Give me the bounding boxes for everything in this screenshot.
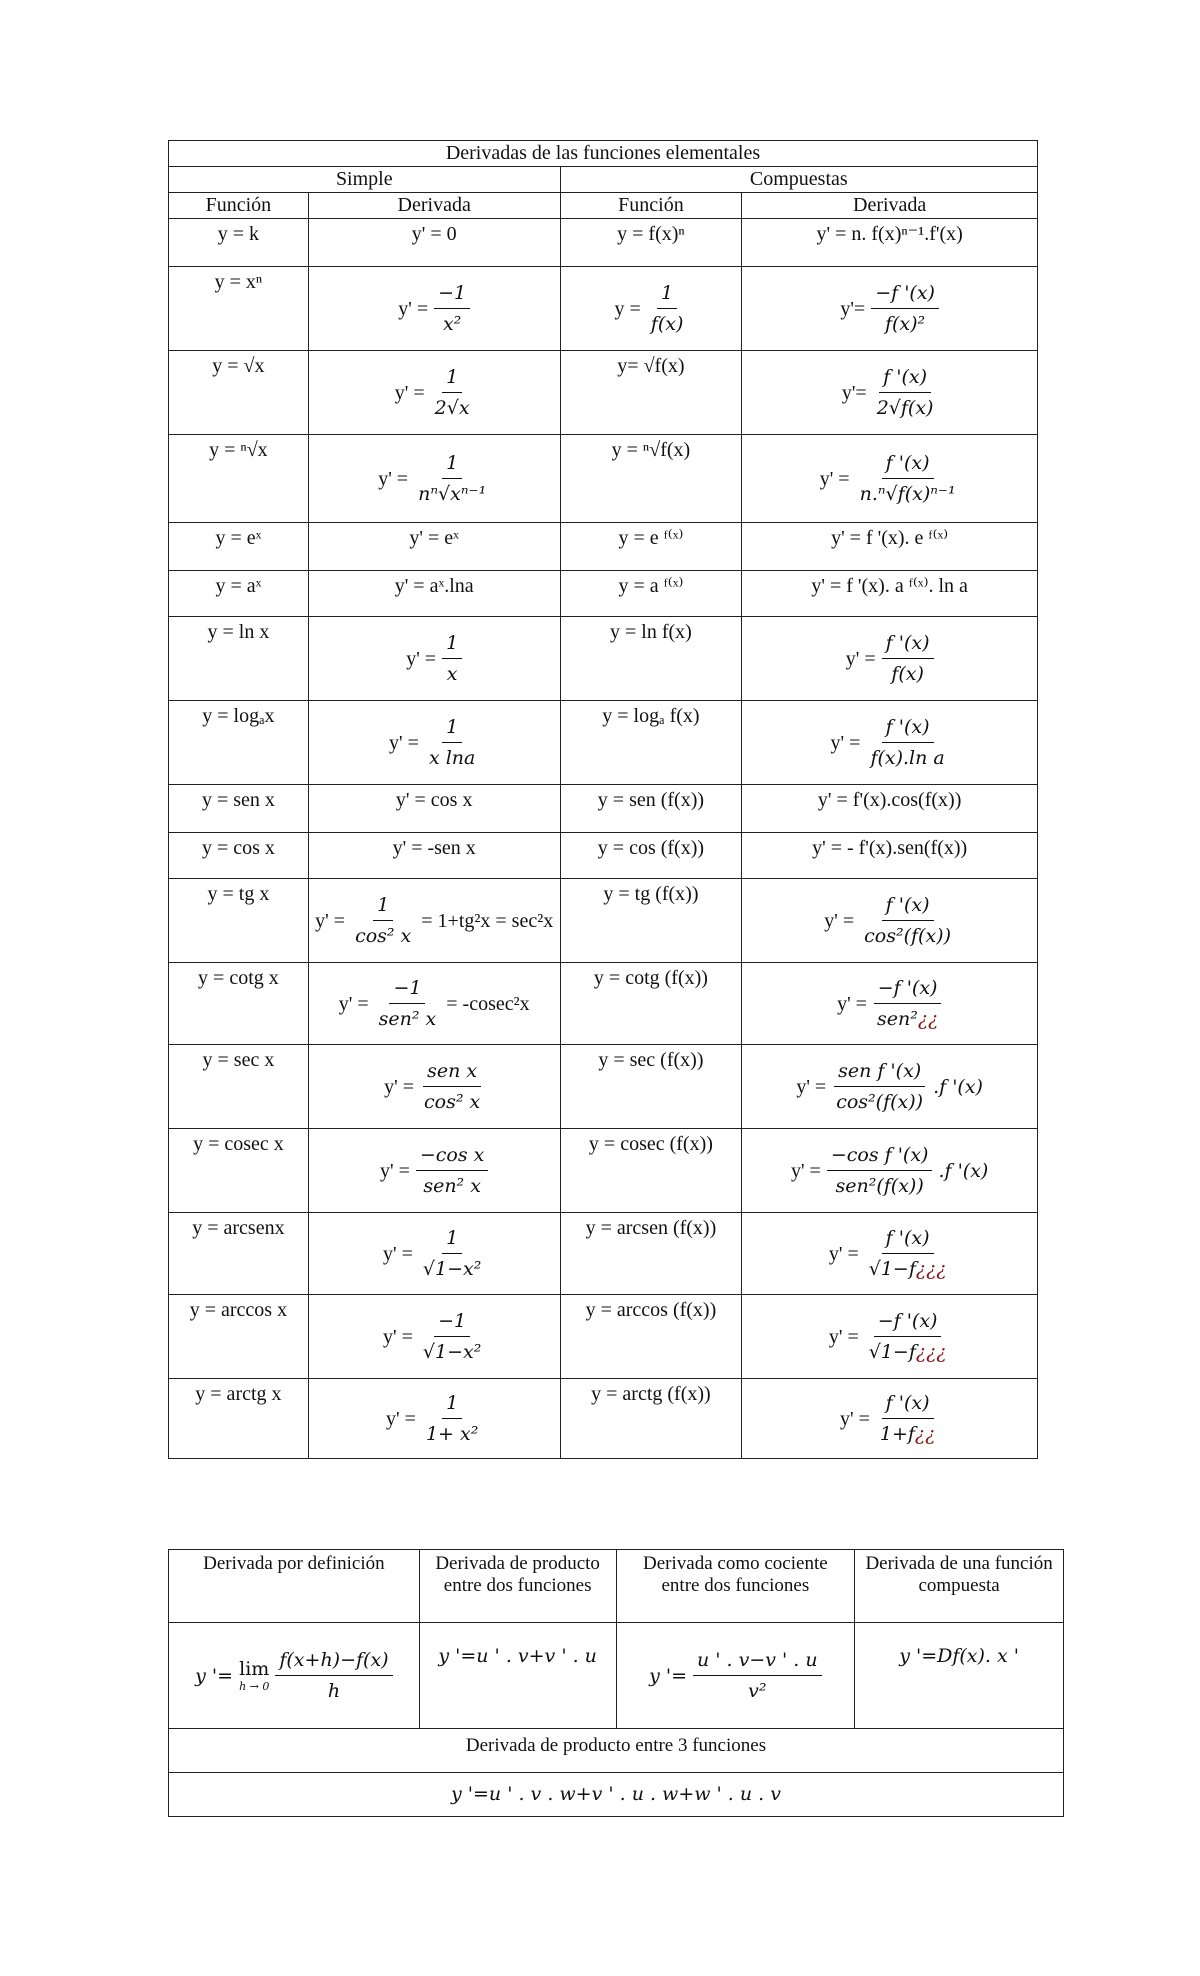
compuesta-derivada-denominator [873,1004,942,1032]
simple-derivada-lhs: y' = [383,1325,413,1348]
simple-derivada-denominator [414,479,490,507]
def-denominator: h [327,1680,341,1702]
simple-derivada-formula [380,1142,488,1199]
compuesta-derivada-tail: .f '(x) [938,1159,989,1182]
cell-compuesta-funcion [560,963,742,1045]
rule-header-cociente: Derivada como cociente entre dos funciones [616,1550,855,1623]
compuesta-derivada-text: y' = f'(x).cos(f(x)) [817,789,962,811]
simple-derivada-denominator-text: x [446,663,458,685]
cell-simple-funcion [169,1045,309,1129]
compuesta-derivada-denominator-text: f(x).ln a [870,747,945,769]
simple-derivada-denominator [419,1337,485,1365]
cell-compuesta-derivada [742,1295,1038,1379]
cell-compuesta-derivada [742,435,1038,523]
compuesta-funcion-denominator-text: f(x) [650,313,684,335]
compuesta-derivada-formula [829,1225,951,1282]
cell-compuesta-derivada [742,1213,1038,1295]
simple-derivada-denominator-text: √1−x² [422,1341,482,1363]
compuesta-funcion-text: y = a ᶠ⁽ˣ⁾ [618,575,684,597]
compuesta-derivada-lhs: y'= [840,297,866,320]
cell-simple-funcion [169,435,309,523]
simple-derivada-formula [339,975,530,1032]
simple-derivada-formula [398,280,470,337]
cell-simple-funcion [169,701,309,785]
simple-derivada-denominator-text: 2√x [434,397,470,419]
table-row [169,267,1038,351]
cell-compuesta-derivada [742,219,1038,267]
compuesta-derivada-numerator: f '(x) [882,892,934,921]
simple-funcion-text: y = ⁿ√x [209,439,268,461]
rule-header-producto: Derivada de producto entre dos funciones [419,1550,616,1623]
rule-header-definicion: Derivada por definición [169,1550,420,1623]
simple-derivada-lhs: y' = [394,381,425,404]
compuesta-derivada-denominator [873,393,938,421]
simple-derivada-text: y' = aˣ.lna [394,575,474,597]
simple-derivada-lhs: y' = [398,297,429,320]
compuesta-derivada-numerator: −f '(x) [871,280,939,309]
compuesta-derivada-text: y' = f '(x). a ᶠ⁽ˣ⁾. ln a [811,575,968,597]
simple-derivada-denominator-text: cos² x [355,925,412,947]
simple-funcion-text: y = arccos x [189,1299,288,1321]
rule-producto [419,1623,616,1729]
compuesta-derivada-numerator: f '(x) [882,714,934,743]
compuesta-derivada-render-glitch: ¿¿ [917,1008,939,1030]
simple-derivada-formula [389,714,479,771]
simple-funcion-text: y = cotg x [198,967,279,989]
simple-derivada-denominator [351,921,415,949]
compuesta-funcion-text: y = cotg (f(x)) [593,967,708,989]
def-lim: lim [239,1658,270,1680]
compuesta-derivada-lhs: y' = [830,731,861,754]
simple-derivada-formula [384,1058,484,1115]
compuesta-funcion-lhs: y = [614,297,641,320]
comp-formula: y '=Df(x). x ' [899,1645,1019,1667]
cell-simple-funcion [169,219,309,267]
rule-compuesta [855,1623,1064,1729]
compuesta-funcion-denominator [647,309,688,337]
table-title: Derivadas de las funciones elementales [169,141,1038,167]
simple-derivada-denominator-text: sen² x [378,1008,437,1030]
compuesta-derivada-formula [846,630,934,687]
simple-funcion-text: y = arctg x [195,1383,282,1405]
compuesta-derivada-denominator-text: 2√f(x) [876,397,934,419]
compuesta-derivada-lhs: y' = [828,1242,859,1265]
simple-derivada-numerator: −1 [434,280,470,309]
simple-derivada-numerator: sen x [423,1058,481,1087]
simple-derivada-lhs: y' = [384,1075,415,1098]
simple-derivada-lhs: y' = [406,647,437,670]
compuesta-funcion-text: y = sec (f(x)) [598,1049,704,1071]
cell-compuesta-derivada [742,785,1038,833]
header-derivada-compuesta: Derivada [742,193,1038,219]
compuesta-derivada-lhs: y' = [839,1407,870,1430]
compuesta-derivada-denominator [866,743,948,771]
compuesta-derivada-formula [796,1058,983,1115]
simple-derivada-tail: = 1+tg²x = sec²x [421,909,554,932]
prod-formula: y '=u ' . v+v ' . u [438,1645,597,1667]
quot-lhs: y '= [649,1664,687,1687]
triple-formula [169,1773,1064,1817]
compuesta-funcion-text: y = ln f(x) [610,621,692,643]
simple-derivada-formula [406,630,462,687]
table-row [169,1379,1038,1459]
cell-simple-funcion [169,267,309,351]
simple-derivada-formula [315,892,553,949]
cell-compuesta-funcion [560,351,742,435]
cell-simple-funcion [169,617,309,701]
cell-compuesta-derivada [742,267,1038,351]
compuesta-derivada-denominator [860,921,955,949]
cell-simple-derivada [308,351,560,435]
table-row [169,571,1038,617]
cell-compuesta-derivada [742,351,1038,435]
simple-derivada-numerator: 1 [442,1390,462,1419]
cell-compuesta-funcion [560,571,742,617]
simple-funcion-text: y = k [217,223,260,245]
simple-derivada-text: y' = 0 [411,223,457,245]
compuesta-derivada-numerator: f '(x) [879,364,931,393]
compuesta-derivada-denominator-text: sen²(f(x)) [835,1175,924,1197]
cell-compuesta-funcion [560,219,742,267]
simple-funcion-text: y = sec x [202,1049,275,1071]
compuesta-derivada-denominator [865,1254,951,1282]
compuesta-derivada-denominator [881,309,929,337]
simple-derivada-denominator-text: nⁿ√xⁿ⁻¹ [418,483,487,505]
cell-simple-derivada [308,523,560,571]
simple-derivada-numerator: −1 [389,975,425,1004]
compuesta-derivada-formula [840,1390,939,1447]
compuesta-derivada-render-glitch: ¿¿ [914,1423,936,1445]
cell-simple-funcion [169,1295,309,1379]
simple-funcion-text: y = cosec x [193,1133,284,1155]
cell-simple-derivada [308,267,560,351]
compuesta-derivada-denominator [856,479,960,507]
simple-funcion-text: y = xⁿ [214,271,263,293]
rule-definicion [169,1623,420,1729]
simple-derivada-lhs: y' = [379,1159,410,1182]
compuesta-derivada-formula [842,364,938,421]
compuesta-funcion-text: y = tg (f(x)) [603,883,699,905]
simple-derivada-text: y' = eˣ [409,527,459,549]
compuesta-funcion-text: y = arccos (f(x)) [585,1299,717,1321]
cell-compuesta-funcion [560,1379,742,1459]
compuesta-funcion-text: y = cosec (f(x)) [588,1133,713,1155]
simple-derivada-formula [383,1308,485,1365]
compuesta-funcion-text: y = arctg (f(x)) [591,1383,711,1405]
compuesta-funcion-text: y = e ᶠ⁽ˣ⁾ [618,527,684,549]
cell-simple-derivada [308,963,560,1045]
table-row [169,617,1038,701]
compuesta-derivada-lhs: y' = [824,909,855,932]
cell-simple-funcion [169,571,309,617]
simple-derivada-denominator-text: x² [442,313,462,335]
compuesta-funcion-text: y = cos (f(x)) [597,837,705,859]
compuesta-derivada-denominator-text: sen² [876,1008,918,1030]
simple-derivada-lhs: y' = [389,731,419,754]
triple-formula-text: y '=u ' . v . w+v ' . u . w+w ' . u . v [451,1783,781,1805]
compuesta-derivada-text: y' = n. f(x)ⁿ⁻¹.f'(x) [816,223,963,245]
table-row [169,785,1038,833]
simple-derivada-text: y' = cos x [395,789,473,811]
cell-compuesta-funcion [560,1295,742,1379]
def-numerator: f(x+h)−f(x) [275,1647,392,1676]
simple-derivada-numerator: 1 [373,892,393,921]
compuesta-derivada-denominator-text: √1−f [868,1258,916,1280]
simple-derivada-lhs: y' = [386,1407,416,1430]
table-row [169,879,1038,963]
compuesta-derivada-denominator [887,659,928,687]
simple-derivada-denominator-text: x lna [428,747,476,769]
compuesta-derivada-denominator [876,1419,939,1447]
compuesta-derivada-lhs: y' = [796,1075,827,1098]
simple-derivada-formula [383,1225,485,1282]
cell-simple-derivada [308,879,560,963]
simple-derivada-denominator [422,1419,482,1447]
cell-simple-derivada [308,833,560,879]
compuesta-derivada-lhs: y'= [841,381,867,404]
compuesta-derivada-formula [837,975,942,1032]
compuesta-derivada-numerator: f '(x) [882,450,934,479]
cell-compuesta-derivada [742,701,1038,785]
table-row [169,351,1038,435]
cell-compuesta-funcion [560,267,742,351]
compuesta-derivada-lhs: y' = [819,467,850,490]
simple-derivada-formula [395,364,474,421]
simple-derivada-denominator [375,1004,441,1032]
simple-derivada-denominator [425,743,479,771]
simple-derivada-tail: = -cosec²x [446,992,530,1015]
cell-compuesta-derivada [742,571,1038,617]
compuesta-funcion-numerator: 1 [657,280,677,309]
compuesta-funcion-formula [615,280,688,337]
simple-funcion-text: y = √x [212,355,265,377]
compuesta-funcion-text: y = arcsen (f(x)) [585,1217,717,1239]
simple-derivada-formula [386,1390,482,1447]
cell-simple-derivada [308,1129,560,1213]
cell-compuesta-funcion [560,701,742,785]
cell-simple-derivada [308,1295,560,1379]
compuesta-funcion-text: y = ⁿ√f(x) [611,439,691,461]
cell-compuesta-funcion [560,617,742,701]
simple-derivada-denominator [419,1254,485,1282]
simple-funcion-text: y = tg x [207,883,270,905]
simple-derivada-numerator: 1 [442,630,462,659]
cell-compuesta-derivada [742,1045,1038,1129]
def-lim-sub: h → 0 [239,1680,270,1693]
cell-simple-derivada [308,785,560,833]
cell-simple-derivada [308,1379,560,1459]
quot-numerator: u ' . v−v ' . u [693,1647,822,1676]
simple-derivada-denominator-text: 1+ x² [425,1423,479,1445]
compuesta-derivada-formula [831,714,949,771]
compuesta-derivada-numerator: −f '(x) [874,1308,942,1337]
cell-compuesta-derivada [742,963,1038,1045]
simple-derivada-numerator: −1 [434,1308,470,1337]
cell-simple-funcion [169,351,309,435]
simple-funcion-text: y = eˣ [215,527,262,549]
header-funcion-compuesta: Función [560,193,742,219]
table-row [169,1213,1038,1295]
derivatives-table [168,140,1038,1459]
compuesta-derivada-denominator-text: cos²(f(x)) [836,1091,924,1113]
compuesta-derivada-numerator: f '(x) [882,1225,934,1254]
simple-derivada-formula [378,450,490,507]
cell-compuesta-funcion [560,879,742,963]
table-row [169,219,1038,267]
quot-denominator: v² [748,1680,767,1702]
simple-funcion-text: y = arcsenx [192,1217,285,1239]
compuesta-derivada-numerator: f '(x) [882,1390,934,1419]
simple-derivada-denominator-text: cos² x [424,1091,481,1113]
cell-compuesta-funcion [560,1129,742,1213]
compuesta-derivada-numerator: sen f '(x) [834,1058,925,1087]
compuesta-funcion-text: y = sen (f(x)) [597,789,705,811]
cell-simple-derivada [308,617,560,701]
triple-title: Derivada de producto entre 3 funciones [169,1729,1064,1773]
cell-compuesta-derivada [742,879,1038,963]
cell-compuesta-derivada [742,1379,1038,1459]
cell-compuesta-funcion [560,523,742,571]
simple-derivada-numerator: 1 [442,364,462,393]
simple-derivada-denominator-text: √1−x² [422,1258,482,1280]
simple-derivada-text: y' = -sen x [392,837,476,859]
cell-compuesta-derivada [742,523,1038,571]
cell-simple-funcion [169,1129,309,1213]
cell-simple-funcion [169,785,309,833]
simple-funcion-text: y = sen x [201,789,275,811]
simple-derivada-numerator: −cos x [416,1142,489,1171]
compuesta-derivada-denominator [865,1337,951,1365]
rule-cociente [616,1623,855,1729]
simple-derivada-denominator [443,659,462,687]
compuesta-derivada-denominator-text: f(x) [891,663,924,685]
header-funcion: Función [169,193,309,219]
simple-derivada-lhs: y' = [315,909,346,932]
cell-simple-funcion [169,879,309,963]
simple-derivada-numerator: 1 [442,714,462,743]
compuesta-derivada-denominator-text: 1+f [879,1423,915,1445]
compuesta-derivada-formula [824,892,955,949]
simple-derivada-lhs: y' = [378,467,409,490]
table-row [169,523,1038,571]
simple-funcion-text: y = cos x [201,837,275,859]
simple-derivada-lhs: y' = [383,1242,413,1265]
table-row [169,701,1038,785]
cell-simple-derivada [308,219,560,267]
cell-simple-funcion [169,833,309,879]
header-derivada: Derivada [308,193,560,219]
compuesta-derivada-denominator-text: cos²(f(x)) [864,925,952,947]
compuesta-derivada-denominator [832,1087,927,1115]
compuesta-derivada-lhs: y' = [837,992,867,1015]
cell-compuesta-derivada [742,1129,1038,1213]
compuesta-derivada-numerator: −f '(x) [874,975,942,1004]
compuesta-derivada-denominator [832,1171,928,1199]
compuesta-derivada-numerator: f '(x) [882,630,934,659]
compuesta-derivada-denominator-text: √1−f [868,1341,916,1363]
simple-derivada-lhs: y' = [338,992,369,1015]
cell-simple-derivada [308,571,560,617]
simple-derivada-denominator-text: sen² x [423,1175,481,1197]
cell-compuesta-derivada [742,617,1038,701]
cell-simple-derivada [308,435,560,523]
simple-derivada-numerator: 1 [442,1225,462,1254]
cell-compuesta-funcion [560,785,742,833]
compuesta-derivada-lhs: y' = [790,1159,821,1182]
rules-table [168,1549,1064,1817]
cell-simple-funcion [169,963,309,1045]
cell-compuesta-funcion [560,833,742,879]
simple-funcion-text: y = ln x [207,621,270,643]
cell-compuesta-funcion [560,435,742,523]
simple-derivada-denominator [431,393,474,421]
group-compuestas: Compuestas [560,167,1037,193]
compuesta-derivada-text: y' = - f'(x).sen(f(x)) [812,837,968,859]
cell-simple-funcion [169,1213,309,1295]
compuesta-funcion-text: y = logₐ f(x) [602,705,700,727]
group-simple: Simple [169,167,561,193]
compuesta-derivada-denominator-text: n.ⁿ√f(x)ⁿ⁻¹ [859,483,956,505]
simple-derivada-numerator: 1 [442,450,462,479]
table-row [169,1295,1038,1379]
cell-simple-funcion [169,523,309,571]
compuesta-derivada-lhs: y' = [845,647,876,670]
compuesta-derivada-render-glitch: ¿¿¿ [915,1341,947,1363]
compuesta-funcion-text: y= √f(x) [617,355,685,377]
table-row [169,435,1038,523]
cell-simple-derivada [308,1045,560,1129]
simple-derivada-denominator [419,1171,485,1199]
cell-simple-derivada [308,1213,560,1295]
compuesta-derivada-formula [820,450,960,507]
def-lhs: y '= [195,1664,234,1687]
compuesta-derivada-numerator: −cos f '(x) [827,1142,933,1171]
simple-funcion-text: y = aˣ [215,575,262,597]
compuesta-derivada-formula [791,1142,988,1199]
table-row [169,963,1038,1045]
compuesta-derivada-render-glitch: ¿¿¿ [915,1258,947,1280]
cell-compuesta-funcion [560,1045,742,1129]
table-row [169,1045,1038,1129]
rule-header-compuesta: Derivada de una función compuesta [855,1550,1064,1623]
compuesta-derivada-denominator-text: f(x)² [884,313,926,335]
simple-derivada-denominator [439,309,465,337]
simple-funcion-text: y = logₐx [202,705,275,727]
table-row [169,833,1038,879]
compuesta-derivada-tail: .f '(x) [933,1075,983,1098]
cell-simple-derivada [308,701,560,785]
cell-simple-funcion [169,1379,309,1459]
compuesta-derivada-lhs: y' = [828,1325,859,1348]
compuesta-derivada-formula [829,1308,951,1365]
cell-compuesta-derivada [742,833,1038,879]
table-row [169,1129,1038,1213]
compuesta-funcion-text: y = f(x)ⁿ [617,223,685,245]
compuesta-derivada-text: y' = f '(x). e ᶠ⁽ˣ⁾ [831,527,949,549]
cell-compuesta-funcion [560,1213,742,1295]
simple-derivada-denominator [420,1087,484,1115]
compuesta-derivada-formula [840,280,939,337]
